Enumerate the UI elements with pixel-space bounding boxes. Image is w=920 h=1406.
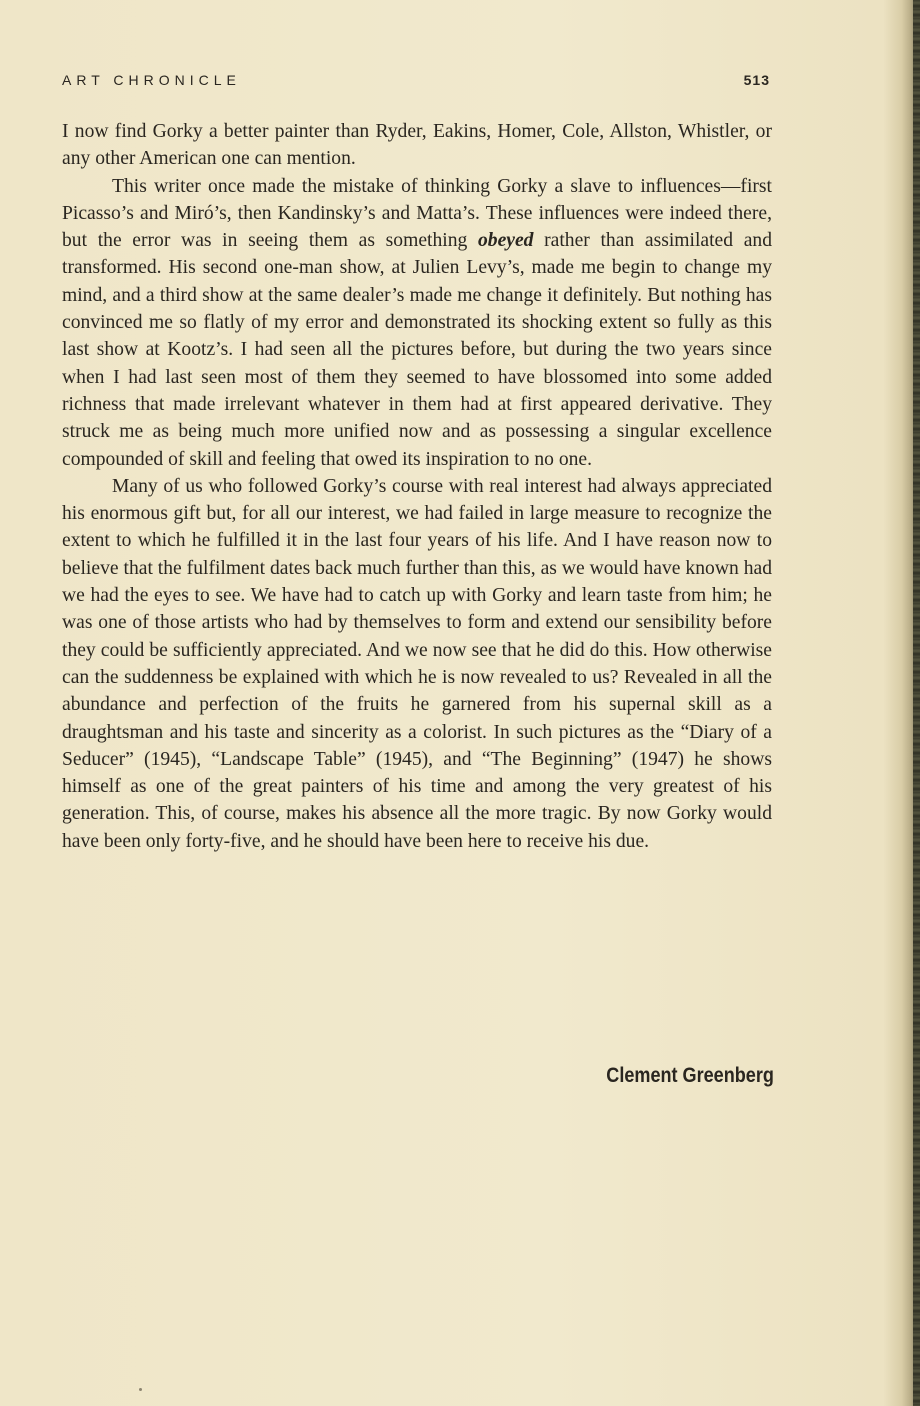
running-header — [62, 72, 770, 96]
paragraph-3: Many of us who followed Gorky’s course with real interest had always appreciated his enormous gift but, for all our interest, we had failed in large measure to recognize the extent to which he fulfilled it in the last four years of his life. And I have reason now to believe that the fulfilment dates back much further than this, as we would have known had we had the eyes to see. We have had to catch up with Gorky and learn taste from him; he was one of those artists who had by themselves to form and extend our sensibility before they could be sufficiently appreciated. And we now see that he did do this. How otherwise can the suddenness be explained with which he is now revealed to us? Revealed in all the abundance and perfection of the fruits he garnered from his supernal skill as a draughtsman and his taste and sincerity as a colorist. In such pictures as the “Diary of a Seducer” (1945), “Landscape Table” (1945), and “The Beginning” (1947) he shows himself as one of the great painters of his time and among the very greatest of his generation. This, of course, makes his absence all the more tragic. By now Gorky would have been only forty-five, and he should have been here to receive his due. — [62, 475, 772, 852]
author-signature: Clement Greenberg — [606, 1064, 774, 1087]
page-binding-edge — [913, 0, 920, 1406]
running-title: ART CHRONICLE — [62, 72, 241, 88]
page-number: 513 — [743, 72, 770, 88]
article-body — [62, 118, 772, 855]
paragraph-2-text-a: This writer once made the mistake of thinking Gorky a slave to influences—first Picasso’s and Miró’s, then Kandinsky’s and Matta’s. These influences were indeed there, but the error was in seeing them as something — [62, 175, 772, 252]
emphasized-word: obeyed — [477, 230, 534, 252]
paragraph-2-text-b: rather than assimilated and transformed. His second one-man show, at Julien Levy’s, made me begin to change my mind, and a third show at the same dealer’s made me change it definitely. But nothing has convinced me so flatly of my error and demonstrated its shocking extent so fully as this last show at Kootz’s. I had seen all the pictures before, but during the two years since when I had last seen most of them they seemed to have blossomed into some added richness that made irrelevant whatever in them had at first appeared derivative. They struck me as being much more unified now and as possessing a singular excellence compounded of skill and feeling that owed its inspiration to no one. — [62, 230, 772, 470]
paper-speck — [139, 1388, 142, 1391]
paragraph-2 — [62, 173, 772, 473]
paragraph-1: I now find Gorky a better painter than Ryder, Eakins, Homer, Cole, Allston, Whistler, or any other American one can mention. — [62, 121, 772, 170]
